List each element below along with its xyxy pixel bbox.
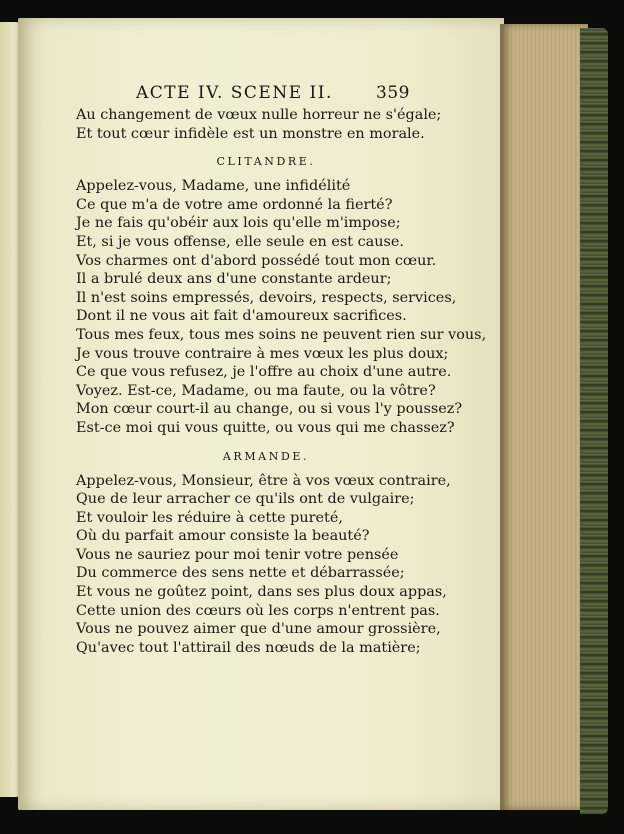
verse-line: Est-ce moi qui vous quitte, ou vous qui me chassez? [76,419,455,436]
speaker-name: ARMANDE. [222,449,310,463]
verse-line: Au changement de vœux nulle horreur ne s'égale; [76,107,442,123]
verse-line: Je vous trouve contraire à mes vœux les plus doux; [76,345,449,362]
page-edges [500,24,588,810]
verse-line: Tous mes feux, tous mes soins ne peuvent rien sur vous, [76,326,487,343]
verse-line: Dont il ne vous ait fait d'amoureux sacrifices. [76,308,407,325]
verse-line: Il n'est soins empressés, devoirs, respects, services, [76,289,457,306]
verse-line: Appelez-vous, Monsieur, être à vos vœux contraire, [76,472,451,489]
verse-line: Vos charmes ont d'abord possédé tout mon cœur. [76,252,437,269]
verse-line: Vous ne sauriez pour moi tenir votre pensée [76,546,399,563]
verse-line: Voyez. Est-ce, Madame, ou ma faute, ou la vôtre? [76,382,436,399]
verse-text [76,106,486,657]
book-cover [580,28,608,814]
verse-line: Ce que m'a de votre ame ordonné la fierté? [76,196,393,213]
verse-line: Cette union des cœurs où les corps n'entrent pas. [76,602,440,619]
verse-line: Et, si je vous offense, elle seule en est cause. [76,233,404,250]
page-number: 359 [376,83,410,103]
verse-line: Il a brulé deux ans d'une constante ardeur; [76,271,392,288]
left-page-edge [0,22,20,797]
verse-line: Du commerce des sens nette et débarrassée; [76,565,405,582]
verse-line: Où du parfait amour consiste la beauté? [76,528,370,545]
verse-line: Qu'avec tout l'attirail des nœuds de la matière; [76,639,421,656]
verse-line: Ce que vous refusez, je l'offre au choix d'une autre. [76,364,452,381]
verse-line: Appelez-vous, Madame, une infidélité [76,178,351,195]
verse-line: Mon cœur court-il au change, ou si vous l'y poussez? [76,401,463,418]
verse-line: Que de leur arracher ce qu'ils ont de vulgaire; [76,491,415,508]
verse-line: Vous ne pouvez aimer que d'une amour grossière, [76,621,441,638]
verse-line: Et tout cœur infidèle est un monstre en morale. [76,125,425,142]
header-title: ACTE IV. SCENE II. [136,83,333,103]
verse-line: Et vous ne goûtez point, dans ses plus doux appas, [76,584,447,601]
verse-line: Et vouloir les réduire à cette pureté, [76,509,343,526]
verse-line: Je ne fais qu'obéir aux lois qu'elle m'impose; [76,215,401,232]
speaker-name: CLITANDRE. [216,155,316,169]
